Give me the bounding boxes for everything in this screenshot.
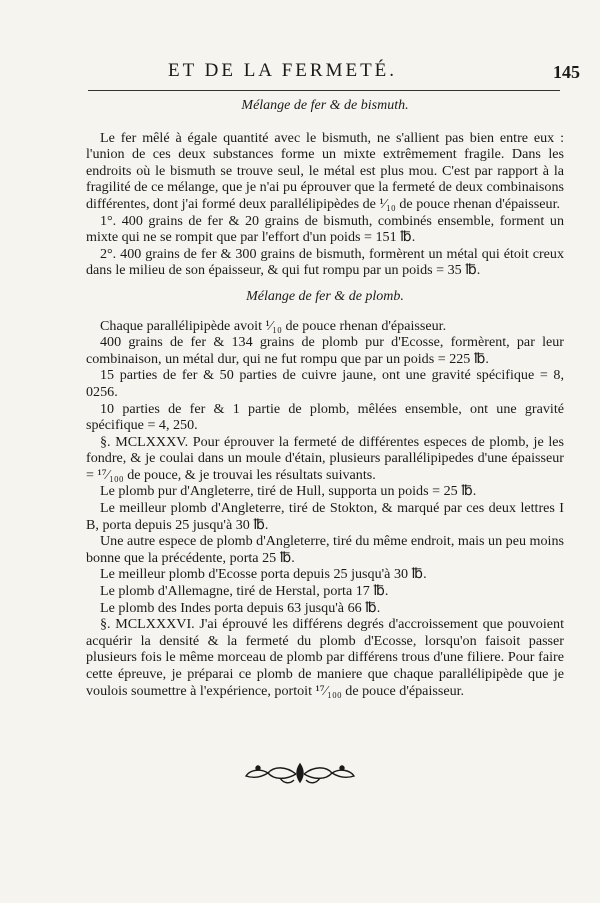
paragraph: §. MCLXXXVI. J'ai éprouvé les différens degrés d'accroissement que pouvoient acquérir la densité & la fermeté du plomb d'Ecosse, lorsqu'on faisoit passer plusieurs fois le même morceau de plomb par différens trous d'une filiere. Pour faire cette épreuve, je préparai ce plomb de maniere que chaque parallélipipède que je voulois soumettre à l'expérience, portoit ¹⁷⁄₁₀₀ de pouce d'épaisseur.	[86, 616, 564, 699]
paragraph: Le plomb des Indes porta depuis 63 jusqu'à 66 ℔.	[100, 599, 381, 616]
paragraph: Chaque parallélipipède avoit ¹⁄₁₀ de pouce rhenan d'épaisseur.	[100, 317, 447, 334]
page-body	[86, 96, 564, 699]
section-title-plomb: Mélange de fer & de plomb.	[246, 288, 404, 304]
paragraph: Une autre espece de plomb d'Angleterre, tiré du même endroit, mais un peu moins bonne que la précédente, porta 25 ℔.	[86, 533, 564, 566]
header-rule	[88, 90, 560, 91]
paragraph: 15 parties de fer & 50 parties de cuivre jaune, ont une gravité spécifique = 8, 0256.	[86, 367, 564, 400]
paragraph: 1°. 400 grains de fer & 20 grains de bismuth, combinés ensemble, forment un mixte qui ne se rompit que par l'effort d'un poids = 151 ℔.	[86, 212, 564, 246]
paragraph: 10 parties de fer & 1 partie de plomb, mêlées ensemble, ont une gravité spécifique = 4, 250.	[86, 400, 564, 434]
page-number: 145	[553, 62, 580, 82]
paragraph: 400 grains de fer & 134 grains de plomb pur d'Ecosse, formèrent, par leur combinaison, un métal dur, qui ne fut rompu que par un poids = 225 ℔.	[86, 334, 564, 367]
running-head: ET DE LA FERMETÉ.	[168, 60, 398, 81]
section-title-bismuth: Mélange de fer & de bismuth.	[241, 98, 409, 113]
paragraph: 2°. 400 grains de fer & 300 grains de bismuth, formèrent un métal qui étoit creux dans le milieu de son épaisseur, & qui fut rompu par un poids = 35 ℔.	[86, 245, 564, 279]
paragraph: Le fer mêlé à égale quantité avec le bismuth, ne s'allient pas bien entre eux : l'union de ces deux substances forme un mixte extrêmement fragile. Dans les endroits où le bismuth se trouve seul, le métal est plus mou. C'est par rapport à la fragilité de ce mélange, que je n'ai pu éprouver que la fermeté de deux combinaisons différentes, dont j'ai formé deux parallélipipèdes de ¹⁄₁₀ de pouce rhenan d'épaisseur.	[86, 129, 564, 212]
paragraph: §. MCLXXXV. Pour éprouver la fermeté de différentes especes de plomb, je les fondre, & je coulai dans un moule d'étain, plusieurs parallélipipedes d'une épaisseur = ¹⁷⁄₁₀₀ de pouce, & je trouvai les résultats suivants.	[86, 433, 564, 483]
paragraph: Le plomb d'Allemagne, tiré de Herstal, porta 17 ℔.	[100, 583, 389, 600]
paragraph: Le meilleur plomb d'Angleterre, tiré de Stokton, & marqué par ces deux lettres I B, porta depuis 25 jusqu'à 30 ℔.	[86, 500, 564, 533]
page-header	[0, 60, 600, 90]
paragraph: Le plomb pur d'Angleterre, tiré de Hull, supporta un poids = 25 ℔.	[100, 483, 477, 500]
floral-ornament-icon	[240, 760, 360, 786]
paragraph: Le meilleur plomb d'Ecosse porta depuis 25 jusqu'à 30 ℔.	[100, 566, 427, 583]
